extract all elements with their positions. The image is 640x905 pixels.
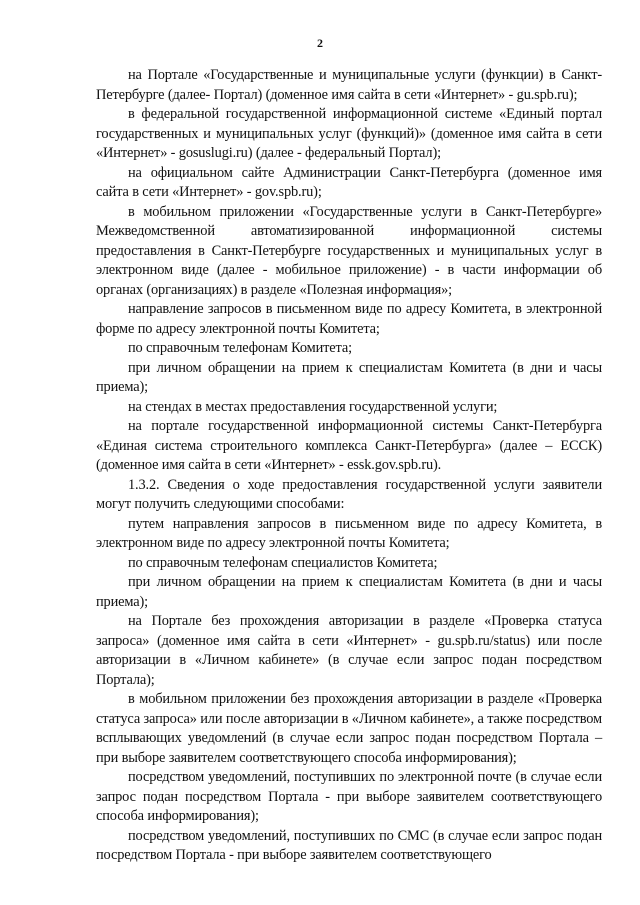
paragraph: посредством уведомлений, поступивших по СМС (в случае если запрос подан посредством Портала - при выборе заявителем соответствующего xyxy=(96,827,602,863)
paragraph: в мобильном приложении «Государственные услуги в Санкт-Петербурге» Межведомственной автоматизированной информационной системы предоставления в Санкт-Петербурге государственных и муниципальных услуг в электронном виде (далее - мобильное приложение) - в части информации об органах (организациях) в разделе «Полезная информация»; xyxy=(96,203,602,298)
document-body xyxy=(96,66,602,866)
paragraph: посредством уведомлений, поступивших по электронной почте (в случае если запрос подан посредством Портала - при выборе заявителем соответствующего способа информирования); xyxy=(96,769,602,824)
paragraph: 1.3.2. Сведения о ходе предоставления государственной услуги заявители могут получить следующими способами: xyxy=(96,476,602,512)
paragraph: по справочным телефонам Комитета; xyxy=(128,340,352,356)
paragraph: на Портале «Государственные и муниципальные услуги (функции) в Санкт-Петербурге (далее- Портал) (доменное имя сайта в сети «Интернет» - gu.spb.ru); xyxy=(96,67,602,103)
paragraph: на официальном сайте Администрации Санкт-Петербурга (доменное имя сайта в сети «Интернет» - gov.spb.ru); xyxy=(96,164,602,200)
paragraph: на стендах в местах предоставления государственной услуги; xyxy=(128,398,498,415)
paragraph: на портале государственной информационной системы Санкт-Петербурга «Единая система строительного комплекса Санкт-Петербурга» (далее – ЕССК) (доменное имя сайта в сети «Интернет» - essk.gov.spb.ru). xyxy=(96,418,602,473)
paragraph: на Портале без прохождения авторизации в разделе «Проверка статуса запроса» (доменное имя сайта в сети «Интернет» - gu.spb.ru/status) или после авторизации в «Личном кабинете» (в случае если запрос подан посредством Портала); xyxy=(96,613,602,688)
page-number: 2 xyxy=(317,36,323,50)
paragraph: по справочным телефонам специалистов Комитета; xyxy=(128,554,438,571)
paragraph: в федеральной государственной информационной системе «Единый портал государственных и муниципальных услуг (функций)» (доменное имя сайта в сети «Интернет» - gosuslugi.ru) (далее - федеральный Портал); xyxy=(96,106,602,161)
paragraph: путем направления запросов в письменном виде по адресу Комитета, в электронном виде по адресу электронной почты Комитета; xyxy=(96,515,602,551)
paragraph: при личном обращении на прием к специалистам Комитета (в дни и часы приема); xyxy=(96,359,602,395)
paragraph: направление запросов в письменном виде по адресу Комитета, в электронной форме по адресу электронной почты Комитета; xyxy=(96,301,602,337)
paragraph: в мобильном приложении без прохождения авторизации в разделе «Проверка статуса запроса» или после авторизации в «Личном кабинете», а также посредством всплывающих уведомлений (в случае если запрос подан посредством Портала – при выборе заявителем соответствующего способа информирования); xyxy=(96,691,602,766)
paragraph: при личном обращении на прием к специалистам Комитета (в дни и часы приема); xyxy=(96,574,602,610)
